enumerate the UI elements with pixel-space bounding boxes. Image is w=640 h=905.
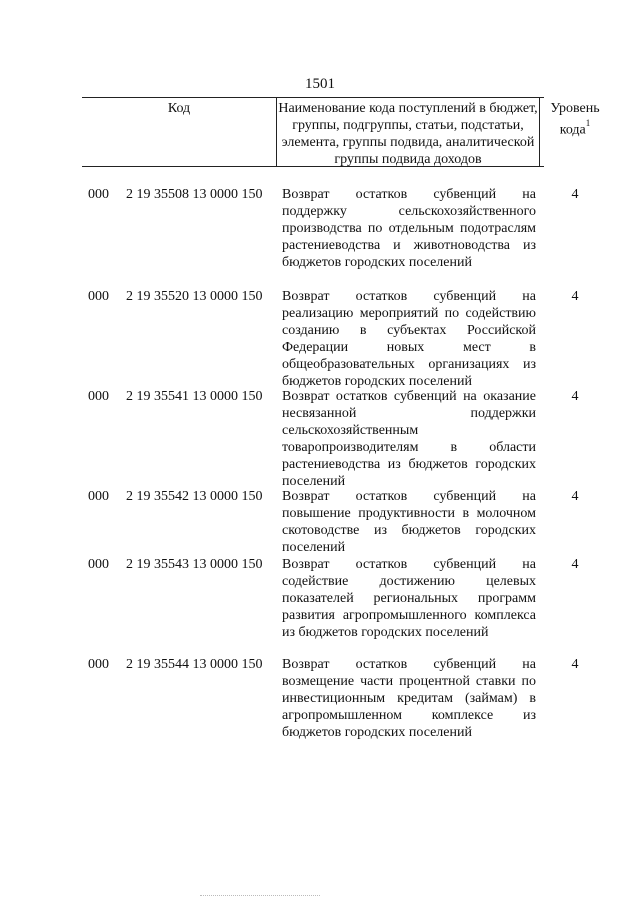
header-level-footnote: 1 <box>585 118 591 128</box>
revenue-description: Возврат остатков субвенций на содействие достижению целевых показателей региональных программ развития агропромышленного комплекса из бюджетов городских поселений <box>282 557 536 640</box>
admin-code: 000 <box>88 187 109 202</box>
revenue-code: 2 19 35520 13 0000 150 <box>126 289 263 304</box>
revenue-description: Возврат остатков субвенций на оказание несвязанной поддержки сельскохозяйственным товаропроизводителям в области растениеводства из бюджетов городских поселений <box>282 389 536 489</box>
revenue-description: Возврат остатков субвенций на повышение продуктивности в молочном скотоводстве из бюджетов городских поселений <box>282 489 536 555</box>
revenue-description: Возврат остатков субвенций на возмещение части процентной ставки по инвестиционным кредитам (займам) в агропромышленном комплексе из бюджетов городских поселений <box>282 657 536 740</box>
code-level: 4 <box>571 657 579 672</box>
header-name: Наименование кода поступлений в бюджет, группы, подгруппы, статьи, подстатьи, элемента, группы подвида, аналитической группы подвида доходов <box>276 98 540 166</box>
revenue-code: 2 19 35543 13 0000 150 <box>126 557 263 572</box>
revenue-code: 2 19 35508 13 0000 150 <box>126 187 263 202</box>
table-header <box>82 97 600 167</box>
code-level: 4 <box>571 187 579 202</box>
revenue-description: Возврат остатков субвенций на реализацию мероприятий по содействию созданию в субъектах Российской Федерации новых мест в общеобразовательных организациях из бюджетов городских поселений <box>282 289 536 389</box>
revenue-code: 2 19 35542 13 0000 150 <box>126 489 263 504</box>
admin-code: 000 <box>88 557 109 572</box>
header-code: Код <box>167 101 191 116</box>
page-number: 1501 <box>305 76 335 92</box>
revenue-code: 2 19 35544 13 0000 150 <box>126 657 263 672</box>
code-level: 4 <box>571 289 579 304</box>
code-level: 4 <box>571 389 579 404</box>
code-level: 4 <box>571 489 579 504</box>
revenue-code: 2 19 35541 13 0000 150 <box>126 389 263 404</box>
header-level-label: Уровень кода <box>550 101 600 138</box>
revenue-description: Возврат остатков субвенций на поддержку сельскохозяйственного производства по отдельным подотраслям растениеводства и животноводства из бюджетов городских поселений <box>282 187 536 270</box>
code-level: 4 <box>571 557 579 572</box>
admin-code: 000 <box>88 389 109 404</box>
admin-code: 000 <box>88 657 109 672</box>
admin-code: 000 <box>88 489 109 504</box>
admin-code: 000 <box>88 289 109 304</box>
header-level <box>540 98 610 166</box>
scan-edge-artifact <box>200 895 320 897</box>
